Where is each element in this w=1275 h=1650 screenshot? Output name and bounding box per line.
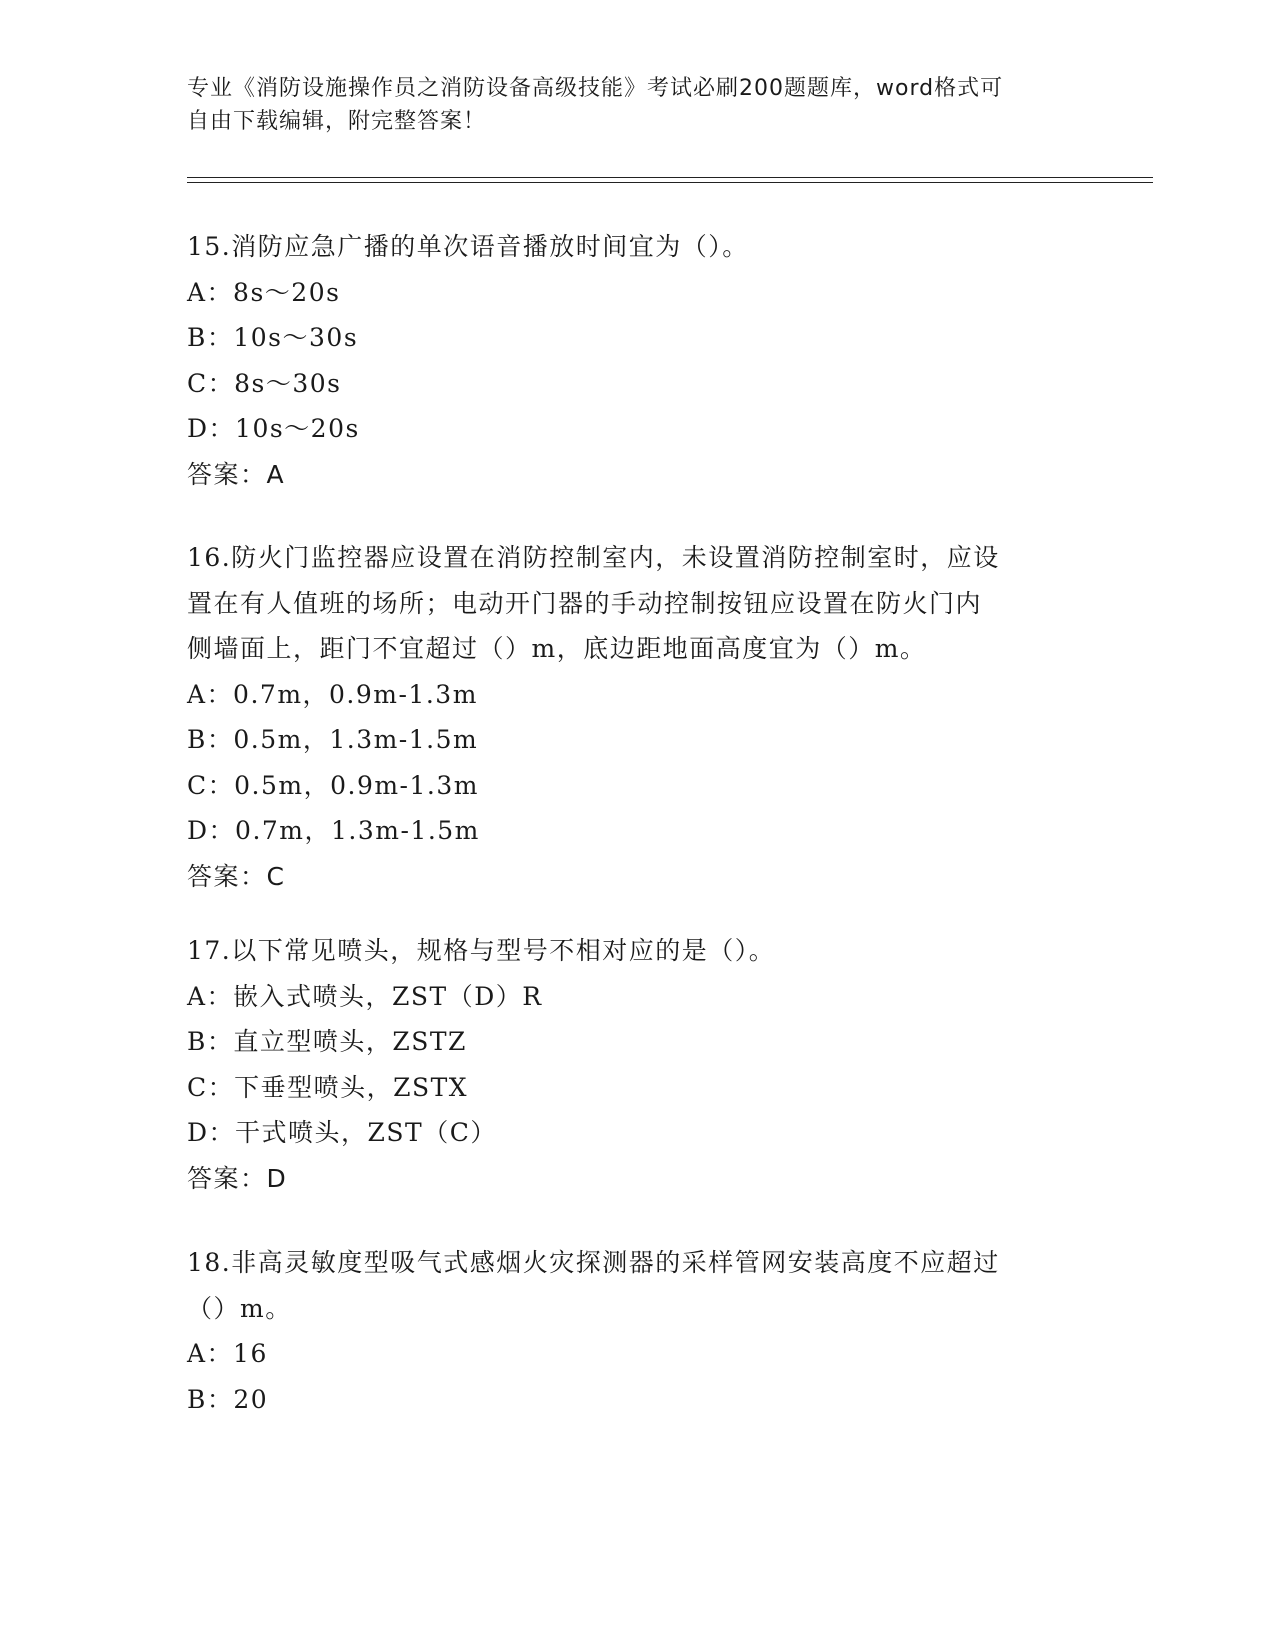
answer: 答案：A	[187, 459, 286, 489]
option-c: C：8s～30s	[187, 368, 342, 398]
option-b: B：直立型喷头，ZSTZ	[187, 1027, 467, 1056]
option-c: C：下垂型喷头，ZSTX	[187, 1072, 469, 1102]
option-a: A：0.7m，0.9m-1.3m	[187, 679, 478, 709]
question-15	[187, 224, 1087, 497]
option-b: B：0.5m，1.3m-1.5m	[187, 725, 479, 754]
question-stem-line-2: 置在有人值班的场所；电动开门器的手动控制按钮应设置在防火门内	[187, 588, 983, 618]
question-17	[187, 928, 1087, 1201]
option-b: B：10s～30s	[187, 323, 359, 352]
option-a: A：8s～20s	[187, 277, 341, 307]
header-line-1: 专业《消防设施操作员之消防设备高级技能》考试必刷200题题库，word格式可	[187, 76, 1004, 101]
answer: 答案：D	[187, 1163, 288, 1193]
question-18	[187, 1240, 1087, 1422]
question-stem-line-1: 16.防火门监控器应设置在消防控制室内，未设置消防控制室时，应设	[187, 543, 1000, 572]
question-stem-line-2: （）m。	[187, 1293, 292, 1323]
option-a: A：嵌入式喷头，ZST（D）R	[187, 981, 543, 1011]
document-header	[187, 72, 1087, 138]
question-stem: 15.消防应急广播的单次语音播放时间宜为（）。	[187, 232, 749, 261]
question-stem: 17.以下常见喷头，规格与型号不相对应的是（）。	[187, 936, 776, 965]
question-16	[187, 535, 1087, 899]
option-a: A：16	[187, 1339, 268, 1368]
header-divider-bottom	[187, 182, 1153, 183]
option-c: C：0.5m，0.9m-1.3m	[187, 770, 479, 800]
option-d: D：0.7m，1.3m-1.5m	[187, 816, 480, 845]
answer: 答案：C	[187, 861, 286, 891]
question-stem-line-1: 18.非高灵敏度型吸气式感烟火灾探测器的采样管网安装高度不应超过	[187, 1248, 1000, 1277]
question-stem-line-3: 侧墙面上，距门不宜超过（）m，底边距地面高度宜为（）m。	[187, 634, 927, 663]
header-divider-top	[187, 177, 1153, 178]
option-d: D：10s～20s	[187, 414, 360, 443]
option-b: B：20	[187, 1384, 269, 1414]
option-d: D：干式喷头，ZST（C）	[187, 1118, 497, 1147]
header-line-2: 自由下载编辑，附完整答案！	[187, 109, 487, 134]
